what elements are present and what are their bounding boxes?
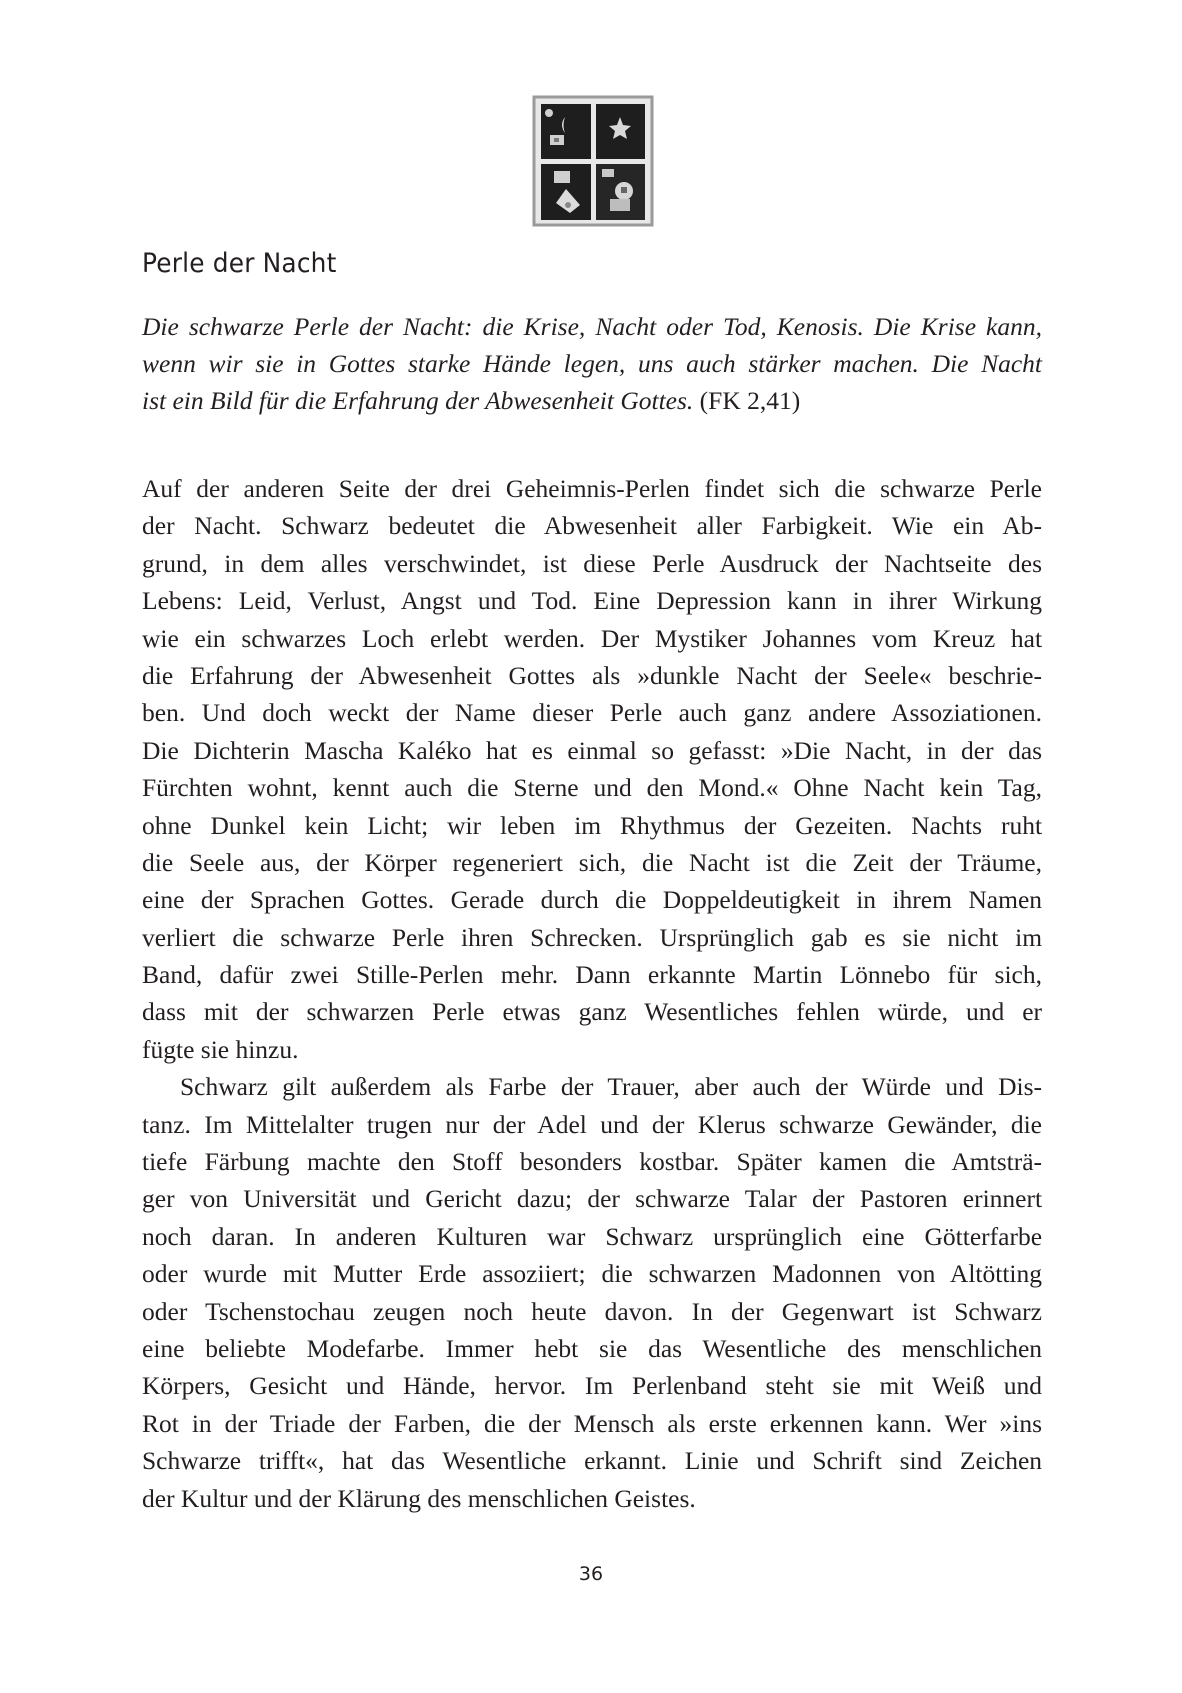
body-line: oder wurde mit Mutter Erde assoziiert; die schwarzen Madonnen von Altötting xyxy=(142,1259,1042,1289)
page-number: 36 xyxy=(578,1563,604,1585)
body-line: ger von Universität und Gericht dazu; der schwarze Talar der Pastoren erinnert xyxy=(142,1184,1043,1214)
body-line: oder Tschenstochau zeugen noch heute davon. In der Gegenwart ist Schwarz xyxy=(142,1296,1042,1326)
epigraph xyxy=(142,308,1042,419)
body-line: der Nacht. Schwarz bedeutet die Abwesenheit aller Farbigkeit. Wie ein Ab- xyxy=(142,511,1042,541)
body-line: Fürchten wohnt, kennt auch die Sterne und den Mond.« Ohne Nacht kein Tag, xyxy=(142,773,1042,803)
body-line: eine der Sprachen Gottes. Gerade durch die Doppeldeutigkeit in ihrem Namen xyxy=(142,885,1043,915)
epigraph-line-last xyxy=(142,382,1042,419)
section-title: Perle der Nacht xyxy=(142,248,337,279)
body-line: noch daran. In anderen Kulturen war Schwarz ursprünglich eine Götterfarbe xyxy=(142,1221,1043,1251)
night-window-icon xyxy=(532,95,654,227)
body-line: Schwarze trifft«, hat das Wesentliche erkannt. Linie und Schrift sind Zeichen xyxy=(142,1446,1043,1476)
body-line: Schwarz gilt außerdem als Farbe der Trauer, aber auch der Würde und Dis- xyxy=(180,1072,1042,1102)
body-line: grund, in dem alles verschwindet, ist diese Perle Ausdruck der Nachtseite des xyxy=(142,548,1043,578)
body-line: wie ein schwarzes Loch erlebt werden. Der Mystiker Johannes vom Kreuz hat xyxy=(142,623,1043,653)
body-line: ben. Und doch weckt der Name dieser Perle auch ganz andere Assoziationen. xyxy=(142,698,1042,728)
body-line: ohne Dunkel kein Licht; wir leben im Rhythmus der Gezeiten. Nachts ruht xyxy=(142,810,1043,840)
night-window-illustration xyxy=(532,95,654,227)
body-line: verliert die schwarze Perle ihren Schrecken. Ursprünglich gab es sie nicht im xyxy=(142,922,1043,952)
body-line: Körpers, Gesicht und Hände, hervor. Im Perlenband steht sie mit Weiß und xyxy=(142,1371,1043,1401)
body-line: fügte sie hinzu. xyxy=(142,1034,299,1064)
body-line: Rot in der Triade der Farben, die der Mensch als erste erkennen kann. Wer »ins xyxy=(142,1408,1042,1438)
body-line: der Kultur und der Klärung des menschlichen Geistes. xyxy=(142,1483,696,1513)
body-line: tiefe Färbung machte den Stoff besonders kostbar. Später kamen die Amtsträ- xyxy=(142,1147,1043,1177)
body-line: dass mit der schwarzen Perle etwas ganz Wesentliches fehlen würde, und er xyxy=(142,997,1043,1027)
body-line: Auf der anderen Seite der drei Geheimnis-Perlen findet sich die schwarze Perle xyxy=(142,474,1042,503)
body-line: eine beliebte Modefarbe. Immer hebt sie das Wesentliche des menschlichen xyxy=(142,1333,1043,1363)
body-line: die Seele aus, der Körper regeneriert sich, die Nacht ist die Zeit der Träume, xyxy=(142,847,1042,877)
epigraph-line: Die schwarze Perle der Nacht: die Krise, Nacht oder Tod, Kenosis. Die Krise kann, xyxy=(142,312,1042,341)
body-line: Die Dichterin Mascha Kaléko hat es einmal so gefasst: »Die Nacht, in der das xyxy=(142,735,1043,765)
body-line: die Erfahrung der Abwesenheit Gottes als »dunkle Nacht der Seele« beschrie- xyxy=(142,660,1042,690)
body-line: Band, dafür zwei Stille-Perlen mehr. Dann erkannte Martin Lönnebo für sich, xyxy=(142,960,1042,990)
epigraph-line-text: ist ein Bild für die Erfahrung der Abwesenheit Gottes. xyxy=(142,386,694,415)
body-line: tanz. Im Mittelalter trugen nur der Adel und der Klerus schwarze Gewänder, die xyxy=(142,1109,1042,1139)
epigraph-line: wenn wir sie in Gottes starke Hände legen, uns auch stärker machen. Die Nacht xyxy=(142,349,1043,378)
body-line: Lebens: Leid, Verlust, Angst und Tod. Eine Depression kann in ihrer Wirkung xyxy=(142,586,1042,616)
body-text xyxy=(142,470,1042,1517)
epigraph-source: (FK 2,41) xyxy=(699,386,801,415)
